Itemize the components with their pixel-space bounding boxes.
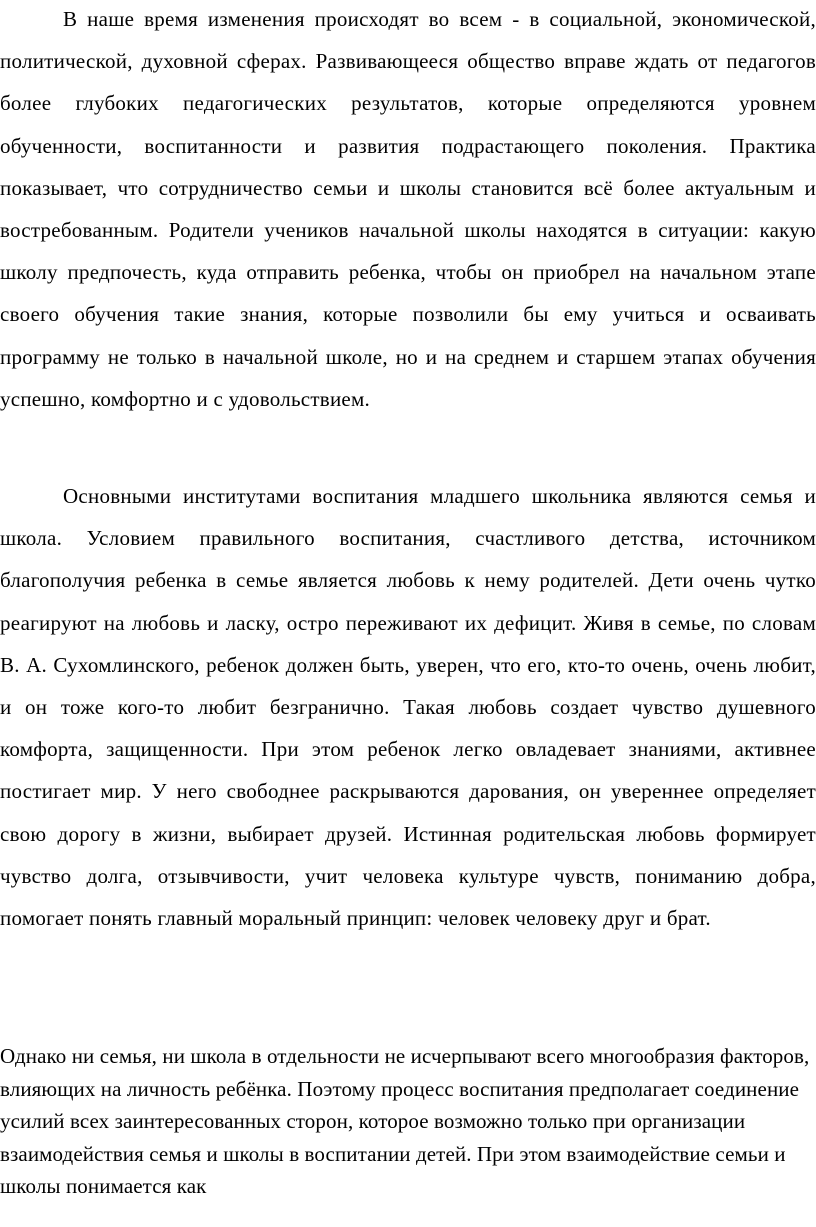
paragraph-3: Однако ни семья, ни школа в отдельности не исчерпывают всего многообразия факторов, влияющих на личность ребёнка. Поэтому процесс воспитания предполагает соединение усилий всех заинтересованных сторон, которое возможно только при организации взаимодействия семья и школы в воспитании детей. При этом взаимодействие семьи и школы понимается как bbox=[0, 1044, 810, 1199]
paragraph-2: Основными институтами воспитания младшего школьника являются семья и школа. Условием правильного воспитания, счастливого детства, источником благополучия ребенка в семье является любовь к нему родителей. Дети очень чутко реагируют на любовь и ласку, остро переживают их дефицит. Живя в семье, по словам В. А. Сухомлинского, ребенок должен быть, уверен, что его, кто-то очень, очень любит, и он тоже кого-то любит безгранично. Такая любовь создает чувство душевного комфорта, защищенности. При этом ребенок легко овладевает знаниями, активнее постигает мир. У него свободнее раскрываются дарования, он увереннее определяет свою дорогу в жизни, выбирает друзей. Истинная родительская любовь формирует чувство долга, отзывчивости, учит человека культуре чувств, пониманию добра, помогает понять главный моральный принцип: человек человеку друг и брат. bbox=[0, 484, 816, 931]
paragraph-1: В наше время изменения происходят во всем - в социальной, экономической, политической, духовной сферах. Развивающееся общество вправе ждать от педагогов более глубоких педагогических результатов, которые определяются уровнем обученности, воспитанности и развития подрастающего поколения. Практика показывает, что сотрудничество семьи и школы становится всё более актуальным и востребованным. Родители учеников начальной школы находятся в ситуации: какую школу предпочесть, куда отправить ребенка, чтобы он приобрел на начальном этапе своего обучения такие знания, которые позволили бы ему учиться и осваивать программу не только в начальной школе, но и на среднем и старшем этапах обучения успешно, комфортно и с удовольствием. bbox=[0, 7, 816, 411]
